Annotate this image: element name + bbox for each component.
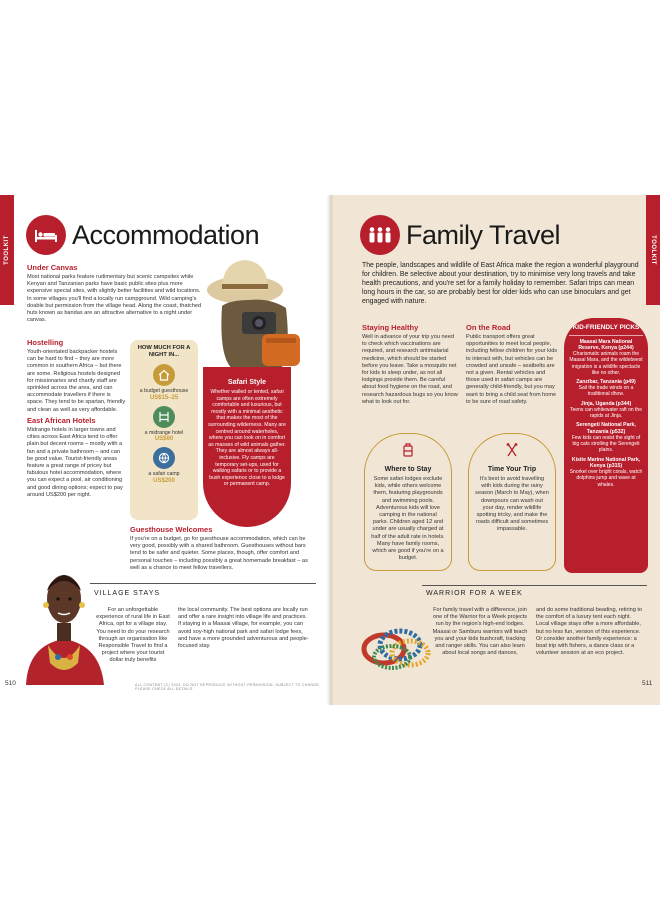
hostelling-section xyxy=(27,338,127,414)
toolkit-tab-label: TOOLKIT xyxy=(4,235,10,265)
kid-picks-title: KID-FRIENDLY PICKS xyxy=(569,324,643,336)
under-canvas-section xyxy=(27,263,203,324)
kid-pick-item xyxy=(569,457,643,488)
price-value: US$200 xyxy=(153,477,175,484)
cutlery-icon xyxy=(475,442,549,463)
warrior-text: and do some traditional beading, retiring to the comfort of a luxury tent each night. Local village stays offer a more affordable, but no less fun, version of this experience. Or consider another family experience: a boat trip with fishers, a dance class or a volunteer session at an eco project. xyxy=(536,607,643,657)
warrior-text: For family travel with a difference, join one of the Warrior for a Week projects run by the region's high-end lodges. Maasai or Samburu warriors will teach you and your kids bushcraft, tracking and ranger skills. You can also learn about local songs and dances, xyxy=(432,607,528,657)
section-heading: Staying Healthy xyxy=(362,323,419,332)
village-stays-text: the local community. The best options are locally run and offer a rare insight into village life and practices. If staying in a Maasai village, for example, you can avoid soy-high national park and safari lodge fees, and have a more grounded adventurous and people-focused stay. xyxy=(178,607,309,650)
price-label: a budget guesthouse xyxy=(139,388,189,394)
where-to-stay-panel xyxy=(364,433,452,571)
bed-icon xyxy=(26,215,66,255)
accommodation-title-row xyxy=(26,215,259,255)
kid-pick-name: Kisite Marine National Park, Kenya (p315) xyxy=(571,456,641,469)
how-much-panel xyxy=(130,340,198,520)
globe-icon xyxy=(153,447,175,469)
section-text: If you're on a budget, go for guesthouse accommodation, which can be very good, possibly with a shared bathroom. Guesthouses without bars tend to be safer and quieter. Some places, though, offer comfort and personal touches – including possibly a great homemade breakfast – as well as a chance to meet fellow travellers. xyxy=(130,536,308,571)
family-icon xyxy=(360,215,400,255)
price-item-budget xyxy=(134,364,194,401)
east-african-hotels-section xyxy=(27,416,127,499)
kid-pick-name: Maasai Mara National Reserve, Kenya (p244) xyxy=(578,338,634,351)
time-your-trip-heading: Time Your Trip xyxy=(487,466,537,473)
section-text: Midrange hotels in larger towns and cities across East Africa tend to offer plain but decent rooms – mostly with a fan and a private bathroom – and can be good value. Tourist-friendly areas feature a great range of pricey but fabulous hotel accommodation, where you can expect a pool, air conditioning and good dining options; expect to pay around US$200 per night. xyxy=(27,427,123,498)
lantern-icon xyxy=(371,442,445,463)
kid-pick-desc: Sail the trade winds on a traditional dhow. xyxy=(578,385,634,398)
village-stays-col2 xyxy=(178,607,310,650)
kid-pick-item xyxy=(569,379,643,398)
section-text: Public transport offers great opportunities to meet local people, including fellow children for your kids to interact with, but vehicles can be crowded and unsafe – seatbelts are not a given. Rental vehicles and those used in safari camps are generally child-friendly, but you may want to bring a child seat from home to be sure of road safety. xyxy=(466,334,558,405)
family-intro xyxy=(362,261,640,306)
kid-pick-item xyxy=(569,339,643,376)
kid-pick-item xyxy=(569,401,643,420)
toolkit-tab-left xyxy=(0,195,14,305)
toolkit-tab-label: TOOLKIT xyxy=(650,235,656,265)
right-page xyxy=(330,195,660,705)
where-to-stay-heading: Where to Stay xyxy=(384,466,432,473)
warrior-col1 xyxy=(430,607,530,657)
staying-healthy-section xyxy=(362,323,460,406)
how-much-title: HOW MUCH FOR A NIGHT IN... xyxy=(137,345,191,358)
village-stays-text: For an unforgettable experience of rural life in East Africa, opt for a village stay. You need to do your research through an organisation like Responsible Travel to find a project where your tourist dollar truly benefits xyxy=(96,607,170,664)
section-heading: Hostelling xyxy=(27,338,64,347)
kid-friendly-picks-panel xyxy=(564,318,648,573)
page-number-left: 510 xyxy=(5,680,16,687)
house-icon xyxy=(153,364,175,386)
kid-pick-desc: Snorkel over bright corals, watch dolphins jump and wave at whales. xyxy=(569,469,643,488)
kid-pick-desc: Few kids can resist the sight of big cats strolling the Serengeti plains. xyxy=(571,434,641,454)
village-stays-rule xyxy=(90,583,316,584)
warrior-heading: WARRIOR FOR A WEEK xyxy=(426,590,523,597)
section-heading: On the Road xyxy=(466,323,511,332)
section-heading: East African Hotels xyxy=(27,416,96,425)
family-travel-title-row xyxy=(360,215,560,255)
footer-note: ALL CONTENT (C) 2024. DO NOT REPRODUCE WITHOUT PERMISSION. SUBJECT TO CHANGE. PLEASE CHECK ALL DETAILS. xyxy=(135,683,321,691)
section-text: Youth-orientated backpacker hostels can be hard to find – they are more common in southern Africa – but there are some. Religious hostels designed for missionaries and charity staff are sprinkled across the area, and can accommodate travellers if there is space. They tend to be spartan, friendly and clean as well as very affordable. xyxy=(27,349,126,413)
price-value: US$60 xyxy=(154,436,174,442)
warrior-col2 xyxy=(536,607,644,657)
book-gutter xyxy=(326,195,334,705)
kid-pick-desc: Charismatic animals roam the Maasai Mara, and the wildebeest migration is a wildlife spectacle like no other. xyxy=(569,351,643,376)
kid-pick-item xyxy=(569,422,643,453)
bunk-bed-icon xyxy=(153,406,175,428)
safari-style-panel xyxy=(203,367,291,527)
page-number-right: 511 xyxy=(642,680,653,687)
kid-pick-desc: Teens can whitewater raft on the rapids at Jinja. xyxy=(570,406,642,420)
section-text: Well in advance of your trip you need to check which vaccinations are required, and research antimalarial medicine, which should be started before you leave. Take a mosquito net for kids to sleep under, as not all lodgings provide them. Be careful about food hygiene on the road, and research hazardous bugs so you know what to look out for. xyxy=(362,334,458,405)
warrior-rule xyxy=(422,585,647,586)
page-title: Family Travel xyxy=(406,219,561,250)
village-stays-heading: VILLAGE STAYS xyxy=(94,590,161,597)
beaded-bracelets-photo xyxy=(360,615,434,677)
page-title: Accommodation xyxy=(72,219,260,250)
section-heading: Under Canvas xyxy=(27,263,78,272)
guesthouse-section xyxy=(130,525,308,572)
time-your-trip-text: It's best to avoid travelling with kids during the rainy season (March to May), when downpours can wash out your day, render wildlife spotting tricky, and make the roads difficult and sometimes impassable. xyxy=(475,476,549,533)
kid-pick-name: Serengeti National Park, Tanzania (p532) xyxy=(576,422,636,435)
kid-pick-name: Jinja, Uganda (p344) xyxy=(580,400,632,407)
intro-text: The people, landscapes and wildlife of East Africa make the region a wonderful playground for children. Be selective about your destination, try to minimise very long travels and take health precautions, and you're set for a family holiday to remember. Safari trips can mean long hours in the car, so are probably best for older kids who can use binoculars and get engaged with nature. xyxy=(362,262,639,305)
village-stays-col1 xyxy=(94,607,172,665)
price-label: a midrange hotel xyxy=(144,429,184,436)
section-heading: Guesthouse Welcomes xyxy=(130,525,213,534)
left-page xyxy=(0,195,330,705)
price-item-midrange xyxy=(134,406,194,443)
where-to-stay-text: Some safari lodges exclude kids, while others welcome them, featuring playgrounds and swimming pools. Adventurous kids will love camping in the national parks. Children aged 12 and under are usually charged at half of the adult rate in hotels. Many have family rooms, which are good if you're on a budget. xyxy=(371,476,445,562)
kid-pick-name: Zanzibar, Tanzania (p49) xyxy=(576,378,636,385)
safari-gear-illustration xyxy=(200,250,310,375)
safari-style-text: Whether walled or tented, safari camps are often extremely comfortable and luxurious, but mostly with a minimal aesthetic that makes the most of the surrounding wilderness. Many are centred around waterholes, where you can look on in comfort as masses of wild animals gather. They are almost always all-inclusive. Fly camps are temporary set-ups, used for walking safaris or to provide a bush experience close to a lodge or permanent camp. xyxy=(208,389,286,488)
book-spread xyxy=(0,195,660,705)
on-the-road-section xyxy=(466,323,558,406)
price-label: a safari camp xyxy=(148,471,180,477)
price-item-safari xyxy=(134,447,194,484)
price-value: US$15–25 xyxy=(149,394,179,401)
time-your-trip-panel xyxy=(468,433,556,571)
safari-style-heading: Safari Style xyxy=(227,379,267,386)
section-text: Most national parks feature rudimentary but scenic campsites while Kenyan and Tanzanian parks have basic public sites plus more expensive special sites, with slightly better facilities and wild locations. In some villages you'll find a locally run campground. Wild camping's doable but permission from the village head. Along the coast, thatched huts known as bandas are an attractive alternative to a night under canvas. xyxy=(27,274,202,324)
toolkit-tab-right xyxy=(646,195,660,305)
